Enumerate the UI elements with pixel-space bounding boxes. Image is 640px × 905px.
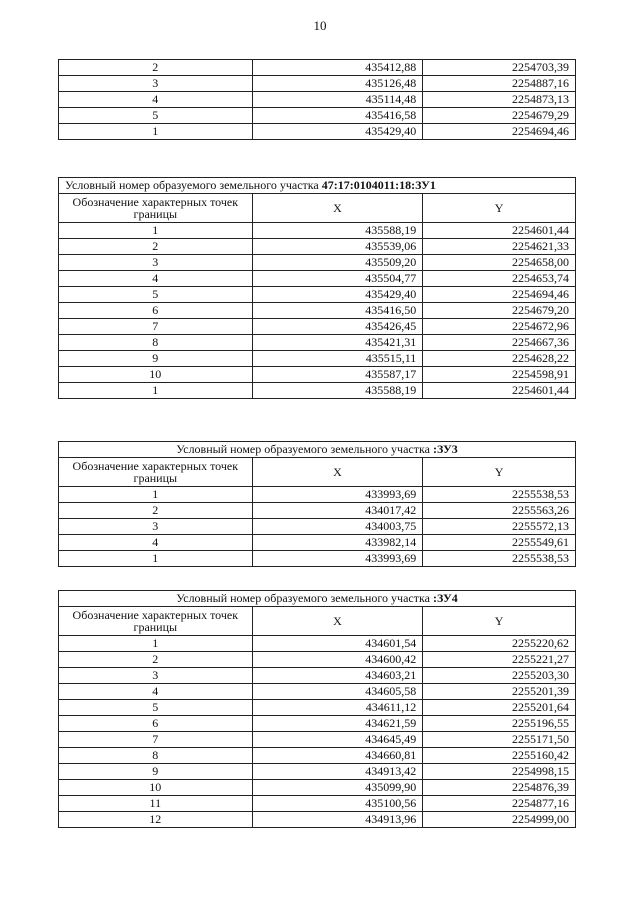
col-point-header: Обозначение характерных точек границы xyxy=(59,607,253,636)
table-row xyxy=(59,519,576,535)
cell-point: 8 xyxy=(59,335,253,351)
table-row xyxy=(59,287,576,303)
cell-point: 7 xyxy=(59,319,253,335)
cell-point: 5 xyxy=(59,108,253,124)
cell-point: 2 xyxy=(59,60,253,76)
col-point-header: Обозначение характерных точек границы xyxy=(59,458,253,487)
table-row xyxy=(59,732,576,748)
cell-x: 434913,42 xyxy=(252,764,423,780)
cell-y: 2255203,30 xyxy=(423,668,576,684)
table-row xyxy=(59,716,576,732)
cell-x: 435114,48 xyxy=(252,92,423,108)
cell-y: 2255538,53 xyxy=(423,487,576,503)
cell-point: 2 xyxy=(59,239,253,255)
cell-point: 1 xyxy=(59,551,253,567)
table-row xyxy=(59,271,576,287)
cell-y: 2254679,20 xyxy=(423,303,576,319)
table-row xyxy=(59,223,576,239)
cell-point: 1 xyxy=(59,383,253,399)
cell-y: 2254601,44 xyxy=(423,383,576,399)
cell-x: 435504,77 xyxy=(252,271,423,287)
cell-point: 1 xyxy=(59,636,253,652)
cell-x: 434017,42 xyxy=(252,503,423,519)
cell-y: 2254601,44 xyxy=(423,223,576,239)
table-row xyxy=(59,684,576,700)
col-y-header: Y xyxy=(423,194,576,223)
cell-point: 8 xyxy=(59,748,253,764)
table-row xyxy=(59,319,576,335)
table-row xyxy=(59,796,576,812)
table-row xyxy=(59,303,576,319)
cell-y: 2254621,33 xyxy=(423,239,576,255)
cell-x: 433982,14 xyxy=(252,535,423,551)
cell-x: 434645,49 xyxy=(252,732,423,748)
cell-point: 4 xyxy=(59,684,253,700)
table-row xyxy=(59,255,576,271)
cell-y: 2255572,13 xyxy=(423,519,576,535)
table-row xyxy=(59,367,576,383)
cell-x: 434600,42 xyxy=(252,652,423,668)
cell-x: 435539,06 xyxy=(252,239,423,255)
cell-y: 2255549,61 xyxy=(423,535,576,551)
cell-x: 434605,58 xyxy=(252,684,423,700)
cell-point: 4 xyxy=(59,271,253,287)
table-title-row xyxy=(59,591,576,607)
table-title-row xyxy=(59,178,576,194)
cell-point: 6 xyxy=(59,716,253,732)
cell-point: 10 xyxy=(59,367,253,383)
cell-y: 2254694,46 xyxy=(423,287,576,303)
table-row xyxy=(59,535,576,551)
cell-point: 2 xyxy=(59,652,253,668)
col-x-header: X xyxy=(252,458,423,487)
table-row xyxy=(59,652,576,668)
cell-y: 2254873,13 xyxy=(423,92,576,108)
cell-point: 9 xyxy=(59,351,253,367)
cell-y: 2255171,50 xyxy=(423,732,576,748)
table-row xyxy=(59,92,576,108)
cell-point: 3 xyxy=(59,255,253,271)
cell-point: 4 xyxy=(59,535,253,551)
table-zu3 xyxy=(58,441,576,567)
cell-y: 2254694,46 xyxy=(423,124,576,140)
cell-y: 2254598,91 xyxy=(423,367,576,383)
cell-y: 2255201,64 xyxy=(423,700,576,716)
cell-y: 2255563,26 xyxy=(423,503,576,519)
cell-point: 3 xyxy=(59,519,253,535)
cell-point: 1 xyxy=(59,487,253,503)
table-row xyxy=(59,239,576,255)
cell-point: 11 xyxy=(59,796,253,812)
table-title: Условный номер образуемого земельного участка 47:17:0104011:18:ЗУ1 xyxy=(59,178,576,194)
table-header-row xyxy=(59,194,576,223)
cell-x: 435588,19 xyxy=(252,223,423,239)
table-row xyxy=(59,351,576,367)
cell-y: 2254887,16 xyxy=(423,76,576,92)
cell-y: 2254667,36 xyxy=(423,335,576,351)
cell-x: 435421,31 xyxy=(252,335,423,351)
cell-point: 6 xyxy=(59,303,253,319)
table-row xyxy=(59,124,576,140)
cell-x: 435099,90 xyxy=(252,780,423,796)
cell-x: 435587,17 xyxy=(252,367,423,383)
cell-x: 435515,11 xyxy=(252,351,423,367)
page-number: 10 xyxy=(313,18,327,33)
cell-x: 435509,20 xyxy=(252,255,423,271)
cell-point: 5 xyxy=(59,700,253,716)
cell-point: 2 xyxy=(59,503,253,519)
cell-x: 434611,12 xyxy=(252,700,423,716)
cell-point: 12 xyxy=(59,812,253,828)
table-zu1 xyxy=(58,177,576,399)
cell-x: 435429,40 xyxy=(252,124,423,140)
table-row xyxy=(59,668,576,684)
table-row xyxy=(59,700,576,716)
table-row xyxy=(59,76,576,92)
cell-point: 4 xyxy=(59,92,253,108)
col-x-header: X xyxy=(252,607,423,636)
cell-y: 2254876,39 xyxy=(423,780,576,796)
cell-x: 433993,69 xyxy=(252,487,423,503)
table-header-row xyxy=(59,458,576,487)
cell-point: 1 xyxy=(59,124,253,140)
table-title-row xyxy=(59,442,576,458)
table-row xyxy=(59,487,576,503)
cell-x: 435416,58 xyxy=(252,108,423,124)
cell-y: 2254703,39 xyxy=(423,60,576,76)
cell-y: 2254679,29 xyxy=(423,108,576,124)
cell-y: 2255221,27 xyxy=(423,652,576,668)
cell-y: 2254877,16 xyxy=(423,796,576,812)
cell-x: 434601,54 xyxy=(252,636,423,652)
table-title: Условный номер образуемого земельного участка :ЗУ4 xyxy=(59,591,576,607)
cell-x: 433993,69 xyxy=(252,551,423,567)
table-title: Условный номер образуемого земельного участка :ЗУ3 xyxy=(59,442,576,458)
cell-x: 435126,48 xyxy=(252,76,423,92)
cell-point: 3 xyxy=(59,76,253,92)
table-header-row xyxy=(59,607,576,636)
col-x-header: X xyxy=(252,194,423,223)
cell-point: 9 xyxy=(59,764,253,780)
cell-point: 1 xyxy=(59,223,253,239)
cell-point: 10 xyxy=(59,780,253,796)
continuation-table xyxy=(58,59,576,140)
table-row xyxy=(59,636,576,652)
table-row xyxy=(59,108,576,124)
cell-y: 2255160,42 xyxy=(423,748,576,764)
cell-x: 434621,59 xyxy=(252,716,423,732)
cell-y: 2254658,00 xyxy=(423,255,576,271)
cell-point: 3 xyxy=(59,668,253,684)
cell-y: 2255220,62 xyxy=(423,636,576,652)
cell-y: 2254672,96 xyxy=(423,319,576,335)
cell-point: 5 xyxy=(59,287,253,303)
table-row xyxy=(59,764,576,780)
cell-y: 2254653,74 xyxy=(423,271,576,287)
table-row xyxy=(59,335,576,351)
table-row xyxy=(59,748,576,764)
cell-y: 2255538,53 xyxy=(423,551,576,567)
col-point-header: Обозначение характерных точек границы xyxy=(59,194,253,223)
table-row xyxy=(59,812,576,828)
cell-x: 434003,75 xyxy=(252,519,423,535)
table-row xyxy=(59,551,576,567)
table-zu4 xyxy=(58,590,576,828)
col-y-header: Y xyxy=(423,458,576,487)
cell-x: 435429,40 xyxy=(252,287,423,303)
cell-x: 435416,50 xyxy=(252,303,423,319)
cell-y: 2255201,39 xyxy=(423,684,576,700)
cell-x: 434603,21 xyxy=(252,668,423,684)
table-row xyxy=(59,383,576,399)
cell-x: 434660,81 xyxy=(252,748,423,764)
cell-y: 2254999,00 xyxy=(423,812,576,828)
cell-y: 2254628,22 xyxy=(423,351,576,367)
cell-y: 2255196,55 xyxy=(423,716,576,732)
cell-x: 435412,88 xyxy=(252,60,423,76)
table-row xyxy=(59,60,576,76)
cell-x: 435426,45 xyxy=(252,319,423,335)
cell-point: 7 xyxy=(59,732,253,748)
cell-x: 435100,56 xyxy=(252,796,423,812)
table-row xyxy=(59,503,576,519)
table-row xyxy=(59,780,576,796)
cell-x: 435588,19 xyxy=(252,383,423,399)
col-y-header: Y xyxy=(423,607,576,636)
cell-y: 2254998,15 xyxy=(423,764,576,780)
cell-x: 434913,96 xyxy=(252,812,423,828)
